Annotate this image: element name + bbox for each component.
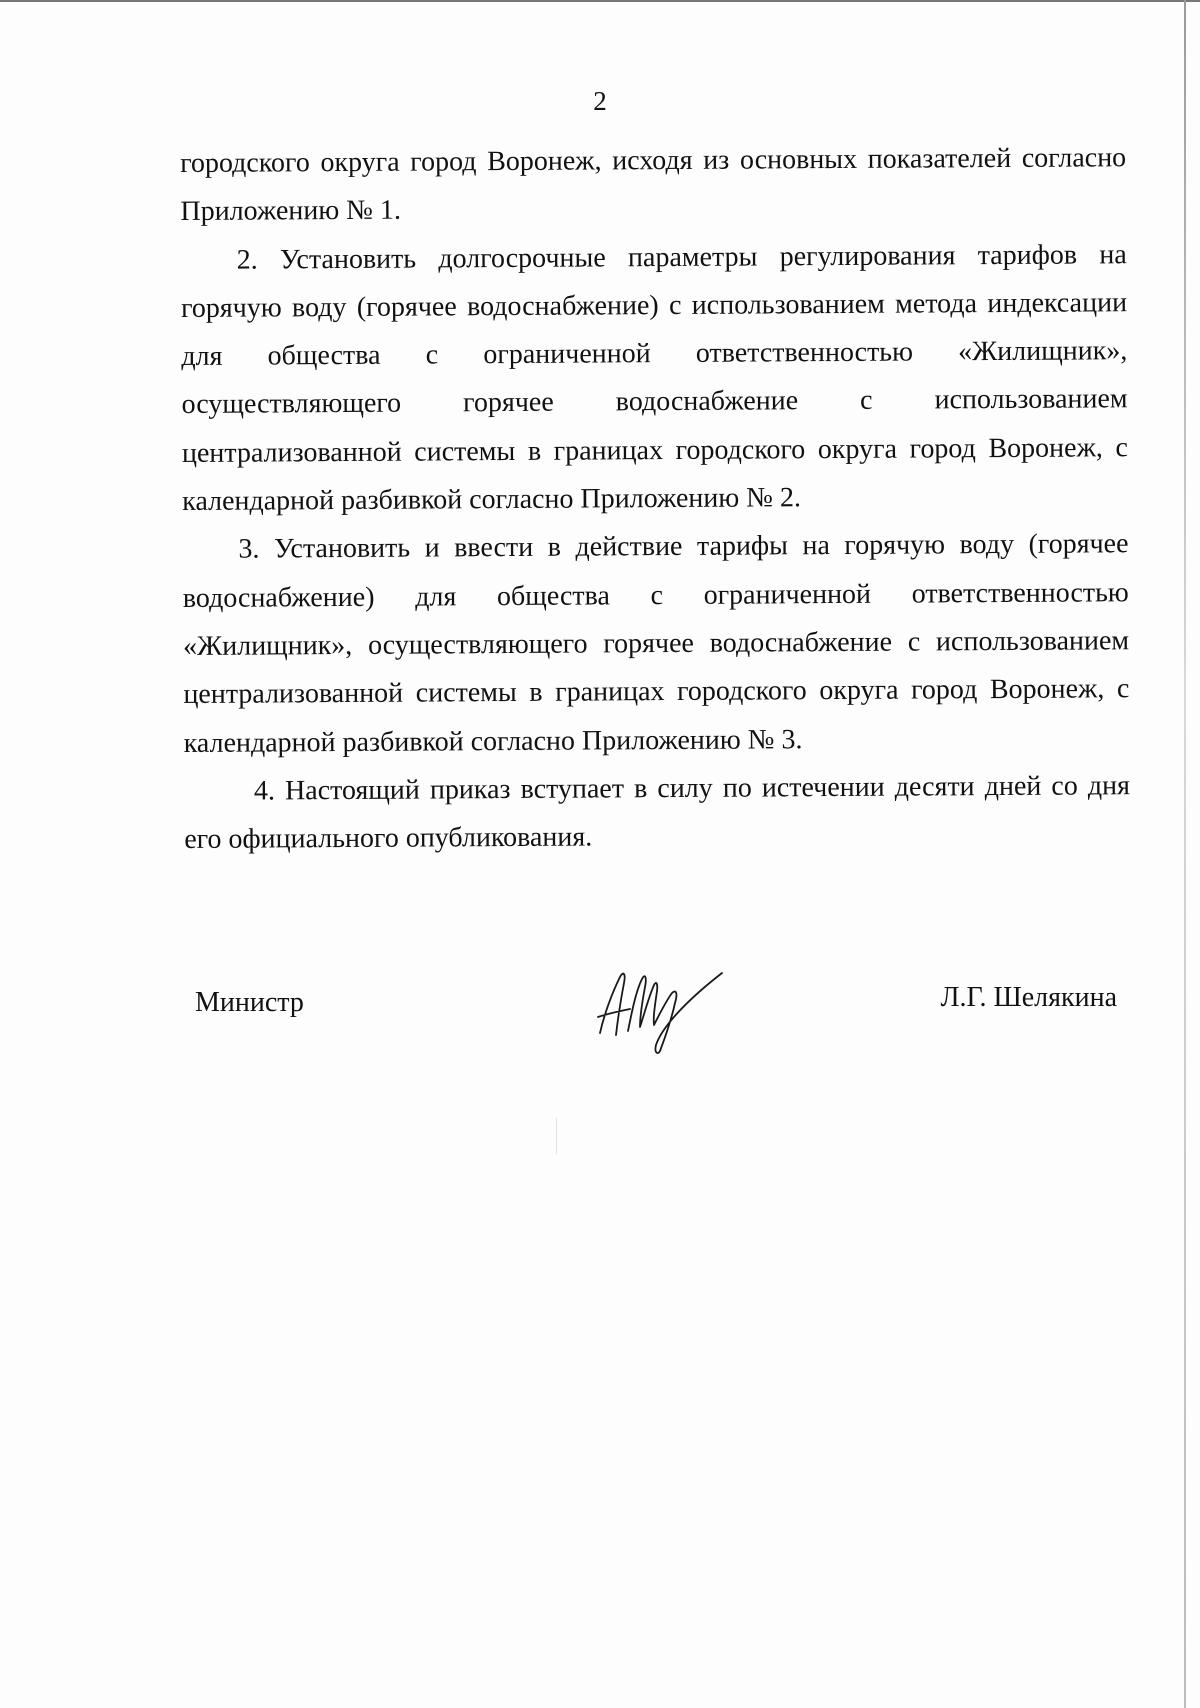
- scan-artifact: [556, 1118, 557, 1154]
- signatory-name: Л.Г. Шелякина: [940, 982, 1117, 1013]
- document-body: [180, 134, 1130, 864]
- paragraph-item-4: 4. Настоящий приказ вступает в силу по истечении десяти дней со дня его официального опубликования.: [184, 770, 1131, 856]
- scan-edge-top: [0, 0, 1200, 2]
- paragraph-item-2: 2. Установить долгосрочные параметры регулирования тарифов на горячую воду (горячее водоснабжение) с использованием метода индексации для общества с ограниченной ответственностью «Жилищник», осуществляющего горячее водоснабжение с использованием централизованной системы в границах городского округа город Воронеж, с календарной разбивкой согласно Приложению № 2.: [180, 238, 1128, 518]
- scan-edge-right: [1184, 0, 1186, 1708]
- paragraph-continuation: городского округа город Воронеж, исходя из основных показателей согласно Приложению № 1.: [180, 142, 1127, 228]
- signatory-title: Министр: [195, 987, 304, 1018]
- handwritten-signature: [590, 955, 730, 1055]
- paragraph-item-3: 3. Установить и ввести в действие тарифы на горячую воду (горячее водоснабжение) для общества с ограниченной ответственностью «Жилищник», осуществляющего горячее водоснабжение с использованием централизованной системы в границах городского округа город Воронеж, с календарной разбивкой согласно Приложению № 3.: [182, 528, 1130, 759]
- signature-block: [195, 955, 1117, 1065]
- page-number: 2: [593, 86, 607, 116]
